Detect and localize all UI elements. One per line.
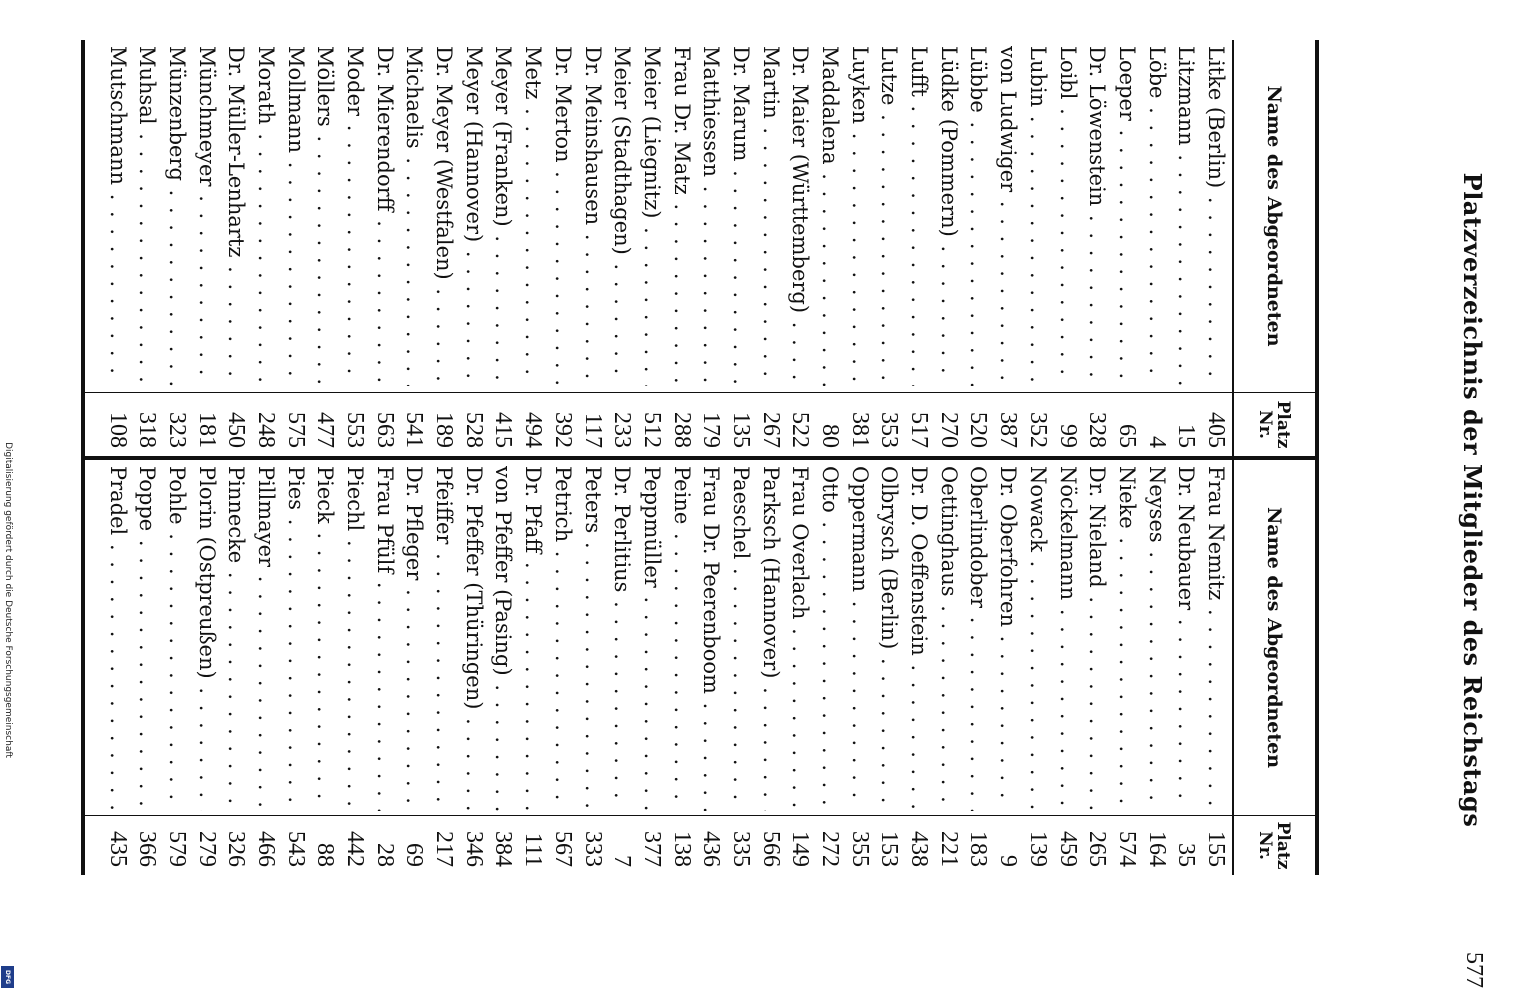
member-name: Frau Nemitz . . . — [1200, 466, 1230, 811]
document-page — [94, 0, 1499, 1000]
page-title: Platzverzeichnis der Mitglieder des Reichstags — [1458, 172, 1487, 828]
table-row — [399, 466, 429, 871]
seat-number: 517 — [906, 412, 933, 448]
table-row — [963, 46, 993, 454]
table-row — [993, 46, 1023, 454]
member-name: Lutze . . . — [874, 46, 904, 386]
table-row — [547, 466, 577, 871]
member-name: Muhsal . . . — [132, 46, 162, 386]
table-row — [1200, 466, 1230, 871]
center-divider — [85, 456, 1315, 460]
seat-number: 181 — [193, 412, 220, 448]
seat-number: 149 — [787, 831, 814, 867]
seat-number: 415 — [490, 412, 517, 448]
seat-number: 520 — [965, 412, 992, 448]
seat-number: 459 — [1054, 831, 1081, 867]
table-row — [666, 466, 696, 871]
seat-number: 352 — [1024, 412, 1051, 448]
seat-number: 450 — [223, 412, 250, 448]
seat-number: 436 — [698, 831, 725, 867]
page-number: 577 — [1461, 952, 1487, 988]
table-row — [725, 46, 755, 454]
table-row — [161, 46, 191, 454]
seat-number: 117 — [579, 412, 606, 448]
seat-number: 563 — [371, 412, 398, 448]
table-row — [280, 46, 310, 454]
table-row — [874, 46, 904, 454]
table-row — [488, 466, 518, 871]
table-row — [280, 466, 310, 871]
seat-number: 435 — [104, 831, 131, 867]
table-row — [132, 466, 162, 871]
table-row — [1141, 466, 1171, 871]
member-name: Neyses . . . — [1141, 466, 1171, 811]
member-name: Oppermann . . . — [844, 466, 874, 811]
table-row — [191, 46, 221, 454]
table-row — [607, 466, 637, 871]
seat-number: 7 — [609, 855, 636, 867]
member-name: Matthiessen . . . — [696, 46, 726, 386]
member-name: Mollmann . . . — [280, 46, 310, 386]
seat-number: 528 — [460, 412, 487, 448]
seat-number: 65 — [1113, 424, 1140, 448]
scan-sponsor-strip — [0, 0, 16, 1000]
seat-number: 381 — [846, 412, 873, 448]
table-row — [577, 466, 607, 871]
table-row — [874, 466, 904, 871]
seat-number: 270 — [935, 412, 962, 448]
member-name: Dr. Marum . . . — [725, 46, 755, 386]
table-row — [636, 466, 666, 871]
seat-number: 377 — [638, 831, 665, 867]
table-row — [666, 46, 696, 454]
seat-number: 541 — [401, 412, 428, 448]
seat-number: 567 — [549, 831, 576, 867]
member-name: Dr. Maier (Württemberg) . . . — [785, 46, 815, 386]
table-row — [250, 46, 280, 454]
table-row — [814, 46, 844, 454]
seat-number: 108 — [104, 412, 131, 448]
member-name: Lübbe . . . — [963, 46, 993, 386]
member-name: Dr. Müller-Lenhartz . . . — [221, 46, 251, 386]
member-name: Olbrysch (Berlin) . . . — [874, 466, 904, 811]
member-name: Morath . . . — [250, 46, 280, 386]
member-name: von Pfeffer (Pasing) . . . — [488, 466, 518, 811]
seat-number: 328 — [1084, 412, 1111, 448]
seat-number: 566 — [757, 831, 784, 867]
seat-number: 384 — [490, 831, 517, 867]
table-row — [1171, 466, 1201, 871]
sponsor-note: Digitalisierung gefördert durch die Deutsche Forschungsgemeinschaft — [3, 442, 13, 758]
seat-number: 179 — [698, 412, 725, 448]
member-name: Piechl . . . — [339, 466, 369, 811]
member-name: Plorin (Ostpreußen) . . . — [191, 466, 221, 811]
seat-number: 494 — [520, 412, 547, 448]
member-name: Dr. Meyer (Westfalen) . . . — [428, 46, 458, 386]
table-row — [607, 46, 637, 454]
table-row — [518, 466, 548, 871]
seat-number: 553 — [342, 412, 369, 448]
seat-number: 139 — [1024, 831, 1051, 867]
seat-number: 153 — [876, 831, 903, 867]
seat-number: 265 — [1084, 831, 1111, 867]
table-row — [369, 466, 399, 871]
table-row — [933, 466, 963, 871]
table-row — [399, 46, 429, 454]
member-name: Poppe . . . — [132, 466, 162, 811]
table-row — [755, 466, 785, 871]
member-name: Parksch (Hannover) . . . — [755, 466, 785, 811]
table-row — [339, 46, 369, 454]
member-name: Dr. Nieland . . . — [1082, 466, 1112, 811]
member-name: Pfeiffer . . . — [428, 466, 458, 811]
member-name: von Ludwiger . . . — [992, 46, 1022, 386]
page-header — [1455, 0, 1487, 1000]
seat-number: 111 — [520, 832, 547, 867]
member-name: Lufft . . . — [903, 46, 933, 386]
member-name: Martin . . . — [755, 46, 785, 386]
table-row — [1082, 466, 1112, 871]
seat-number: 221 — [935, 831, 962, 867]
table-row — [844, 466, 874, 871]
member-name: Peine . . . — [666, 466, 696, 811]
table-row — [1082, 46, 1112, 454]
table-row — [369, 46, 399, 454]
member-name: Meier (Stadthagen) . . . — [607, 46, 637, 386]
seat-number: 366 — [134, 831, 161, 867]
member-name: Lüdke (Pommern) . . . — [933, 46, 963, 386]
seat-number: 217 — [431, 831, 458, 867]
table-row — [310, 466, 340, 871]
table-row — [191, 466, 221, 871]
seat-number: 15 — [1173, 424, 1200, 448]
table-row — [1200, 46, 1230, 454]
table-row — [844, 46, 874, 454]
member-name: Maddalena . . . — [814, 46, 844, 386]
table-row — [696, 46, 726, 454]
member-name: Otto . . . — [814, 466, 844, 811]
table-row — [1141, 46, 1171, 454]
table-row — [428, 46, 458, 454]
table-row — [221, 466, 251, 871]
seat-number: 288 — [668, 412, 695, 448]
right-num-header: Platz Nr. — [1255, 821, 1294, 870]
table-row — [993, 466, 1023, 871]
member-name: Frau Dr. Peerenboom . . . — [696, 466, 726, 811]
table-row — [1052, 46, 1082, 454]
member-name: Metz . . . — [517, 46, 547, 386]
table-row — [725, 466, 755, 871]
table-row — [1111, 46, 1141, 454]
member-name: Dr. Perlitius . . . — [607, 466, 637, 811]
table-row — [785, 466, 815, 871]
table-row — [755, 46, 785, 454]
member-name: Nöckelmann . . . — [1052, 466, 1082, 811]
seat-number: 35 — [1173, 843, 1200, 867]
table-row — [1022, 466, 1052, 871]
seat-number: 267 — [757, 412, 784, 448]
table-row — [577, 46, 607, 454]
member-name: Möllers . . . — [310, 46, 340, 386]
seat-number: 477 — [312, 412, 339, 448]
member-name: Dr. Neubauer . . . — [1171, 466, 1201, 811]
member-name: Frau Overlach . . . — [785, 466, 815, 811]
member-name: Meier (Liegnitz) . . . — [636, 46, 666, 386]
member-name: Pillmayer . . . — [250, 466, 280, 811]
member-name: Nieke . . . — [1111, 466, 1141, 811]
member-name: Paeschel . . . — [725, 466, 755, 811]
table-row — [310, 46, 340, 454]
table-row — [785, 46, 815, 454]
seat-number: 522 — [787, 412, 814, 448]
member-name: Petrich . . . — [547, 466, 577, 811]
table-row — [1171, 46, 1201, 454]
seat-number: 466 — [253, 831, 279, 867]
member-name: Oberlindober . . . — [963, 466, 993, 811]
seat-number: 355 — [846, 831, 873, 867]
seat-number: 326 — [223, 831, 250, 867]
table-row — [814, 466, 844, 871]
left-num-header: Platz Nr. — [1255, 400, 1294, 449]
member-name: Peppmüller . . . — [636, 466, 666, 811]
table-row — [1052, 466, 1082, 871]
member-name: Litke (Berlin) . . . — [1200, 46, 1230, 386]
right-member-list — [102, 466, 1230, 871]
member-name: Dr. Mierendorff . . . — [369, 46, 399, 386]
seat-number: 155 — [1203, 831, 1229, 867]
seating-table — [81, 40, 1319, 875]
seat-number: 28 — [371, 843, 398, 867]
seat-number: 272 — [817, 831, 844, 867]
member-name: Dr. Oberfohren . . . — [992, 466, 1022, 811]
seat-number: 99 — [1054, 424, 1081, 448]
table-row — [903, 46, 933, 454]
seat-number: 9 — [995, 855, 1022, 867]
member-name: Moder . . . — [339, 46, 369, 386]
seat-number: 346 — [460, 831, 487, 867]
seat-number: 4 — [1143, 436, 1170, 448]
seat-number: 279 — [193, 831, 220, 867]
member-name: Litzmann . . . — [1171, 46, 1201, 386]
seat-number: 335 — [728, 831, 754, 867]
member-name: Lubin . . . — [1022, 46, 1052, 386]
table-row — [428, 466, 458, 871]
member-name: Frau Dr. Matz . . . — [666, 46, 696, 386]
member-name: Münzenberg . . . — [161, 46, 191, 386]
member-name: Loeper . . . — [1111, 46, 1141, 386]
member-name: Meyer (Hannover) . . . — [458, 46, 488, 386]
table-row — [250, 466, 280, 871]
member-name: Dr. Pfaff . . . — [517, 466, 547, 811]
table-row — [132, 46, 162, 454]
seat-number: 353 — [876, 412, 903, 448]
left-member-list — [102, 46, 1230, 454]
member-name: Michaelis . . . — [399, 46, 429, 386]
seat-number: 442 — [342, 831, 369, 867]
seat-number: 69 — [401, 843, 428, 867]
member-name: Pradel . . . — [102, 466, 132, 811]
table-row — [339, 466, 369, 871]
seat-number: 248 — [253, 412, 279, 448]
seat-number: 574 — [1113, 831, 1140, 867]
table-row — [102, 466, 132, 871]
member-name: Dr. Meinshausen . . . — [577, 46, 607, 386]
seat-number: 323 — [163, 412, 190, 448]
member-name: Frau Pfülf . . . — [369, 466, 399, 811]
seat-number: 135 — [728, 412, 754, 448]
seat-number: 164 — [1143, 831, 1170, 867]
member-name: Pieck . . . — [310, 466, 340, 811]
seat-number: 189 — [431, 412, 458, 448]
member-name: Dr. Pfeffer (Thüringen) . . . — [458, 466, 488, 811]
table-row — [458, 46, 488, 454]
member-name: Löbe . . . — [1141, 46, 1171, 386]
member-name: Oettinghaus . . . — [933, 466, 963, 811]
member-name: Luyken . . . — [844, 46, 874, 386]
seat-number: 438 — [906, 831, 933, 867]
table-row — [458, 466, 488, 871]
table-row — [903, 466, 933, 871]
member-name: Dr. Merton . . . — [547, 46, 577, 386]
member-name: Loibl . . . — [1052, 46, 1082, 386]
seat-number: 88 — [312, 843, 339, 867]
table-row — [221, 46, 251, 454]
right-name-header: Name des Abgeordneten — [1263, 506, 1286, 769]
table-row — [963, 466, 993, 871]
seat-number: 579 — [163, 831, 190, 867]
member-name: Pies . . . — [280, 466, 310, 811]
member-name: Meyer (Franken) . . . — [488, 46, 518, 386]
member-name: Dr. Pfleger . . . — [399, 466, 429, 811]
table-row — [102, 46, 132, 454]
dfg-logo: DFG — [1, 966, 14, 988]
seat-number: 512 — [638, 412, 665, 448]
table-row — [518, 46, 548, 454]
table-row — [933, 46, 963, 454]
member-name: Mutschmann . . . — [102, 46, 132, 386]
seat-number: 183 — [965, 831, 992, 867]
seat-number: 318 — [134, 412, 161, 448]
table-row — [696, 466, 726, 871]
member-name: Dr. Löwenstein . . . — [1082, 46, 1112, 386]
member-name: Peters . . . — [577, 466, 607, 811]
table-row — [161, 466, 191, 871]
table-row — [1111, 466, 1141, 871]
left-name-header: Name des Abgeordneten — [1263, 85, 1286, 347]
table-row — [547, 46, 577, 454]
member-name: Pohle . . . — [161, 466, 191, 811]
seat-number: 233 — [609, 412, 636, 448]
member-name: Nowack . . . — [1022, 466, 1052, 811]
table-row — [488, 46, 518, 454]
table-row — [636, 46, 666, 454]
seat-number: 387 — [995, 412, 1022, 448]
seat-number: 333 — [579, 831, 606, 867]
table-row — [1022, 46, 1052, 454]
member-name: Pinnecke . . . — [221, 466, 251, 811]
seat-number: 392 — [549, 412, 576, 448]
seat-number: 80 — [817, 424, 844, 448]
seat-number: 543 — [282, 831, 309, 867]
seat-number: 138 — [668, 831, 695, 867]
member-name: Münchmeyer . . . — [191, 46, 221, 386]
seat-number: 405 — [1203, 412, 1229, 448]
member-name: Dr. D. Oeffenstein . . . — [903, 466, 933, 811]
seat-number: 575 — [282, 412, 309, 448]
